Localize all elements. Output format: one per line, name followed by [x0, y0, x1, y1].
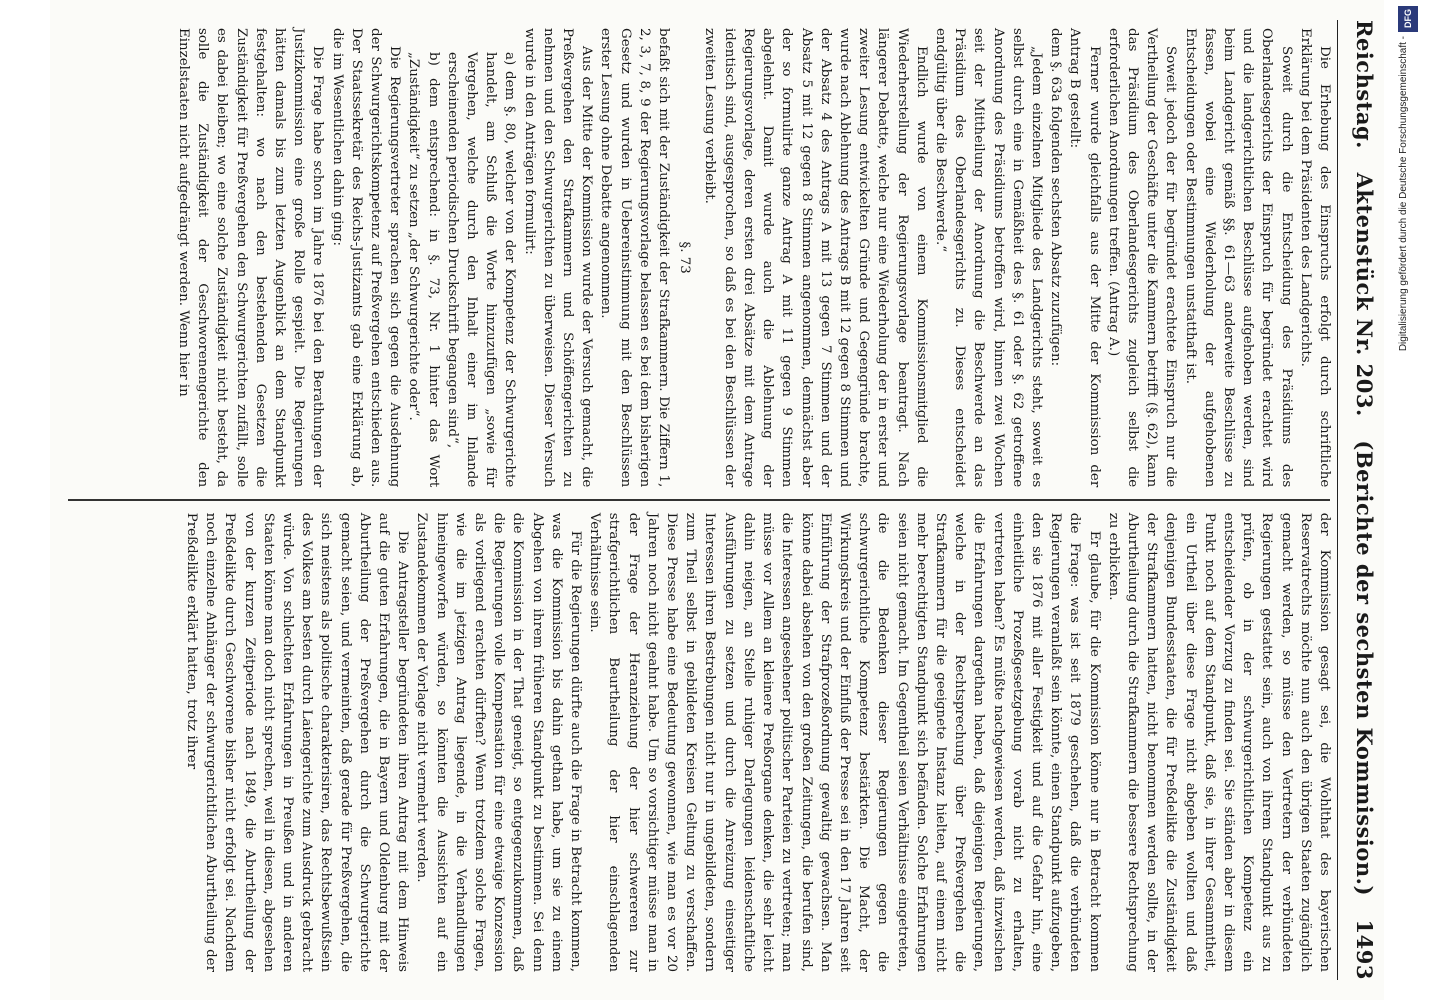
left-column — [64, 18, 1334, 497]
right-column — [64, 503, 1334, 982]
paragraph: befaßt sich mit der Zuständigkeit der Strafkammern. Die Ziffern 1, 2, 3, 7, 8, 9 der Regierungsvorlage belassen es bei dem bisherigen Gesetz und wurden in Uebereinstimmung mit den Beschlüssen erster Lesung ohne Debatte angenommen. — [598, 28, 672, 488]
paragraph: Die Frage habe schon im Jahre 1876 bei den Berathungen der Justizkommission eine große Rolle gespielt. Die Regierungen hätten damals bis zum letzten Augenblick an dem Standpunkt festgehalten: wo nach den bestehenden Gesetzen die Zuständigkeit für Preßvergehen den Schwurgerichten zufällt, solle es dabei bleiben; wo eine solche Zuständigkeit nicht besteht, da solle die Zuständigkeit der Geschworenengerichte den Einzelstaaten nicht aufgedrängt werden. Wenn hier in — [176, 28, 326, 488]
paragraph: Soweit jedoch der für begründet erachtete Einspruch nur die Vertheilung der Geschäfte unter die Kammern betrifft (§. 62), kann das Präsidium des Oberlandesgerichts zugleich selbst die erforderlichen Anordnungen treffen. (Antrag A.) — [1105, 28, 1179, 488]
dfg-stamp — [1384, 0, 1434, 1000]
paragraph: Die Regierungsvertreter sprachen sich gegen die Ausdehnung der Schwurgerichtskompetenz auf Preßvergehen entschieden aus. Der Staatssekretär des Reichs-Justizamts gab eine Erklärung ab, die im Wesentlichen dahin ging: — [329, 28, 403, 488]
paragraph: Aus der Mitte der Kommission wurde der Versuch gemacht, die Preßvergehen den Strafkammern und Schöffengerichten zu nehmen und den Schwurgerichten zu überweisen. Dieser Versuch wurde in den Anträgen formulirt: — [521, 28, 595, 488]
paragraph: Die Antragsteller begründeten ihren Antrag mit dem Hinweis auf die guten Erfahrungen, die in Bayern und Oldenburg mit der Aburtheilung der Preßvergehen durch die Schwurgerichte gemacht seien, und vermeinten, daß gerade für Preßvergehen, die sich meistens als politische charakterisiren, das Rechtsbewußtsein des Volkes am besten durch Laiengerichte zum Ausdruck gebracht würde. Von schlechten Erfahrungen in Preußen und in anderen Staaten könne man doch nicht sprechen, weil in diesen, abgesehen von der kurzen Zeitperiode nach 1849, die Aburtheilung der Preßdelikte durch Geschworene bisher nicht erfolgt sei. Nachdem noch einzelne Anhänger der schwurgerichtlichen Aburtheilung der Preßdelikte erklärt hatten, trotz ihrer — [184, 512, 411, 972]
list-item: a) dem §. 80, welcher von der Kompetenz der Schwurgerichte handelt, am Schluß die Worte hinzuzufügen „sowie für Vergehen, welche durch den Inhalt einer im Inlande erscheinenden periodischen Druckschrift begangen sind“, — [444, 52, 518, 488]
paragraph: dem §. 63a folgenden sechsten Absatz zuzufügen: — [1048, 28, 1064, 367]
paragraph: Endlich wurde von einem Kommissionsmitglied die Wiederherstellung der Regierungsvorlage beantragt. Nach längerer Debatte, welche nur eine Wiederholung der in erster und zweiter Lesung entwickelten Gründe und Gegengründe brachte, wurde nach Ablehnung des Antrags B mit 12 gegen 8 Stimmen und der Absatz 4 des Antrags A mit 13 gegen 7 Stimmen und der Absatz 5 mit 12 gegen 8 Stimmen angenommen, demnächst aber der so formulirte ganze Antrag A mit 11 gegen 9 Stimmen abgelehnt. Damit wurde auch die Ablehnung der Regierungsvorlage, deren ersten drei Absätze mit dem Antrage identisch sind, ausgesprochen, so daß es bei den Beschlüssen der zweiten Lesung verbleibt. — [702, 28, 929, 488]
column-divider — [68, 499, 1330, 501]
list-item: b) dem entsprechend: in §. 73, Nr. 1 hinter das Wort „Zuständigkeit“ zu setzen „der Schwurgerichte oder“. — [406, 52, 441, 488]
scanned-page — [50, 0, 1400, 1000]
text-columns — [64, 18, 1334, 982]
quoted-paragraph: „Jedem einzelnen Mitgliede des Landgerichts steht, soweit es selbst durch eine in Gemäßheit des §. 61 oder §. 62 getroffene Anordnung des Präsidiums betroffen wird, binnen zwei Wochen seit der Mittheilung der Anordnung die Beschwerde an das Präsidium des Oberlandesgerichts zu. Dieses entscheidet endgültig über die Beschwerde.“ — [932, 28, 1044, 488]
section-heading: §. 73 — [677, 241, 693, 274]
dfg-logo: DFG — [1398, 6, 1418, 32]
paragraph: Für die Regierungen dürfte auch die Frage in Betracht kommen, was die Kommission bis dahin gethan habe, um sie zu einem Abgehen von ihrem früheren Standpunkt zu bestimmen. Sei denn die Kommission in der That geneigt, so entgegenzukommen, daß die Regierungen volle Kompensation für eine etwaige Konzession als vorliegend erachten dürften? Wenn trotzdem solche Fragen, wie die im jetzigen Antrag liegende, in die Verhandlungen hineingeworfen würden, so könnten die Aussichten auf ein Zustandekommen der Vorlage nicht vermehrt werden. — [414, 512, 584, 972]
paragraph: Er glaube, für die Kommission könne nur in Betracht kommen die Frage: was ist seit 1879 geschehen, daß die verbündeten Regierungen veranlaßt sein könnte, einen Standpunkt aufzugeben, den sie 1876 mit aller Festigkeit und auf die Gefahr hin, eine einheitliche Prozeßgesetzgebung vorab nicht zu erhalten, vertreten haben? Es müßte nachgewiesen werden, daß inzwischen die Erfahrungen dargethan haben, daß diejenigen Regierungen, welche in der Rechtsprechung über Preßvergehen die Strafkammern für die geeignete Instanz hielten, auf einem nicht mehr berechtigten Standpunkt sich befänden. Solche Erfahrungen seien nicht gemacht. Im Gegentheil seien Verhältnisse eingetreten, die die Bedenken dieser Regierungen gegen die schwurgerichtliche Kompetenz bestärkten. Die Macht, der Wirkungskreis und der Einfluß der Presse sei in den 17 Jahren seit Einführung der Strafprozeßordnung gewaltig gewachsen. Man könne dabei absehen von den großen Zeitungen, die berufen sind, die Interessen angesehener politischer Parteien zu vertreten; man müsse vor Allem an kleinere Preßorgane denken, die sehr leicht dahin neigen, an Stelle ruhiger Darlegungen leidenschaftliche Ausführungen zu setzen und durch die Anreizung einseitiger Interessen ihren Bestrebungen nicht nur in ungebildeten, sondern zum Theil selbst in gebildeten Kreisen Geltung zu verschaffen. Diese Presse habe eine Bedeutung gewonnen, wie man es vor 20 Jahren noch nicht geahnt habe. Um so vorsichtiger müsse man in der Frage der Heranziehung der hier schwereren zur strafgerichtlichen Beurtheilung der hier einschlagenden Verhältnisse sein. — [587, 512, 1102, 972]
header-left: Reichstag. — [1352, 20, 1378, 149]
paragraph: Die Erhebung des Einspruchs erfolgt durch schriftliche Erklärung bei dem Präsidenten des Landgerichts. — [1297, 28, 1332, 488]
paragraph: Soweit durch die Entscheidung des Präsidiums des Oberlandesgerichts der Einspruch für begründet erachtet wird und die landgerichtlichen Beschlüsse aufgehoben werden, sind beim Landgericht gemäß §§. 61—63 anderweite Beschlüsse zu fassen, wobei eine Wiederholung der aufgehobenen Entscheidungen oder Bestimmungen unstatthaft ist. — [1182, 28, 1294, 488]
paragraph: Ferner wurde gleichfalls aus der Mitte der Kommission der Antrag B gestellt: — [1067, 28, 1102, 488]
paragraph: der Kommission gesagt sei, die Wohlthat des bayerischen Reservatrechts möchte nun auch den übrigen Staaten zugänglich gemacht werden, so müsse den Vertretern der verbündeten Regierungen gestattet sein, auch von ihrem Standpunkt aus zu prüfen, ob in der schwurgerichtlichen Kompetenz ein entscheidender Vorzug zu finden sei. Sie ständen aber in diesem Punkt noch auf dem Standpunkt, daß sie, in ihrer Gesammtheit, ein Urtheil über diese Frage nicht abgeben wollten und daß denjenigen Bundesstaaten, die für Preßdelikte die Zuständigkeit der Strafkammern hatten, nicht benommen werden sollte, in der Aburtheilung durch die Strafkammern die bessere Rechtsprechung zu erblicken. — [1105, 512, 1332, 972]
header-center: Aktenstück Nr. 203. — [1352, 172, 1378, 417]
header-sublabel: (Berichte der sechsten Kommission.) — [1352, 440, 1378, 896]
dfg-credit-text: Digitalisierung gefördert durch die Deutsche Forschungsgemeinschaft - — [1398, 36, 1409, 352]
page-number: 1493 — [1352, 919, 1378, 980]
